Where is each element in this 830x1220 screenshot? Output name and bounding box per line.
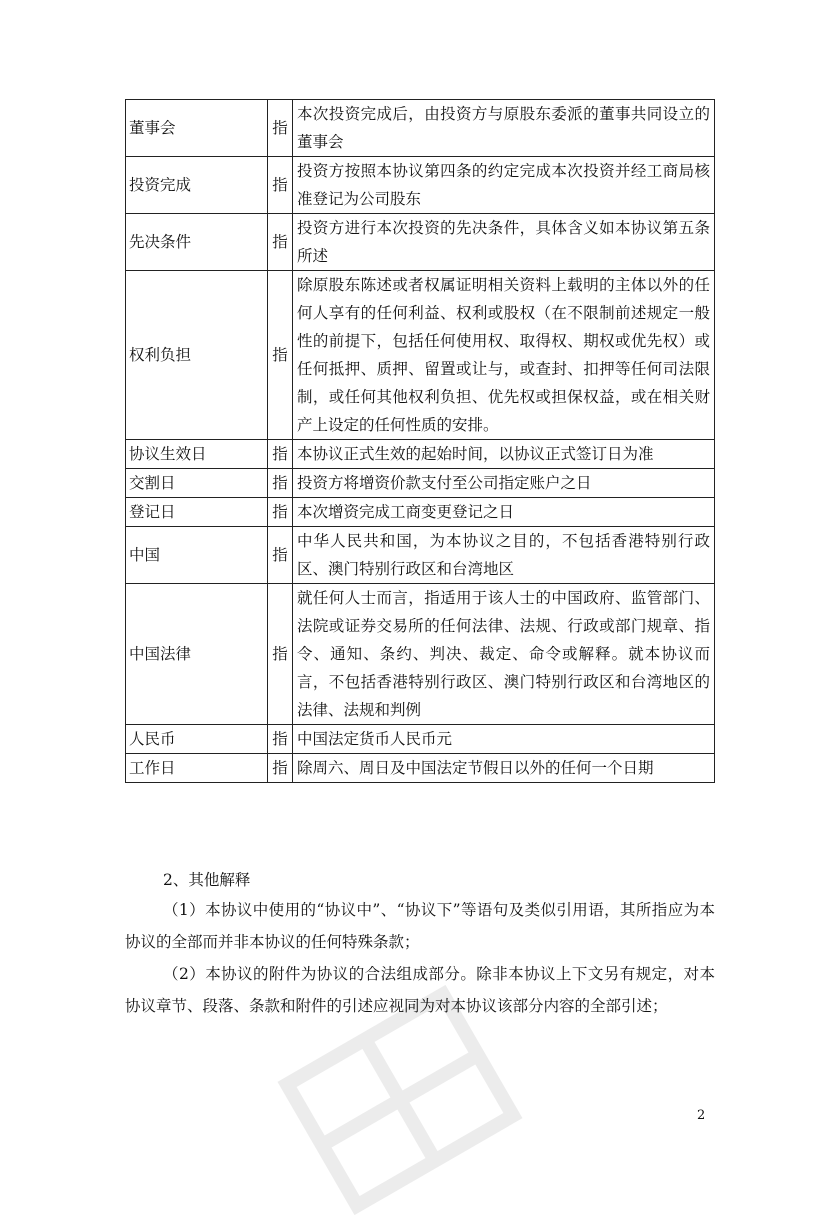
zhi-cell: 指 xyxy=(268,157,293,214)
zhi-cell: 指 xyxy=(268,214,293,271)
term-cell: 登记日 xyxy=(126,498,268,527)
zhi-cell: 指 xyxy=(268,584,293,725)
zhi-cell: 指 xyxy=(268,469,293,498)
table-row xyxy=(126,157,715,214)
table-row xyxy=(126,725,715,754)
term-cell: 董事会 xyxy=(126,100,268,157)
definition-cell: 投资方将增资价款支付至公司指定账户之日 xyxy=(293,469,715,498)
definition-cell: 投资方按照本协议第四条的约定完成本次投资并经工商局核准登记为公司股东 xyxy=(293,157,715,214)
table-row xyxy=(126,100,715,157)
term-cell: 协议生效日 xyxy=(126,440,268,469)
definition-cell: 除原股东陈述或者权属证明相关资料上载明的主体以外的任何人享有的任何利益、权利或股权（在不限制前述规定一般性的前提下，包括任何使用权、取得权、期权或优先权）或任何抵押、质押、留置或让与，或查封、扣押等任何司法限制，或任何其他权利负担、优先权或担保权益，或在相关财产上设定的任何性质的安排。 xyxy=(293,271,715,440)
table-row xyxy=(126,584,715,725)
table-row xyxy=(126,271,715,440)
definition-cell: 中国法定货币人民币元 xyxy=(293,725,715,754)
zhi-cell: 指 xyxy=(268,527,293,584)
term-cell: 中国法律 xyxy=(126,584,268,725)
definition-cell: 投资方进行本次投资的先决条件，具体含义如本协议第五条所述 xyxy=(293,214,715,271)
definition-cell: 除周六、周日及中国法定节假日以外的任何一个日期 xyxy=(293,754,715,783)
table-row xyxy=(126,440,715,469)
zhi-cell: 指 xyxy=(268,100,293,157)
zhi-cell: 指 xyxy=(268,498,293,527)
table-row xyxy=(126,754,715,783)
zhi-cell: 指 xyxy=(268,754,293,783)
term-cell: 中国 xyxy=(126,527,268,584)
term-cell: 人民币 xyxy=(126,725,268,754)
zhi-cell: 指 xyxy=(268,725,293,754)
paragraph-2: （2）本协议的附件为协议的合法组成部分。除非本协议上下文另有规定，对本协议章节、段落、条款和附件的引述应视同为对本协议该部分内容的全部引述； xyxy=(125,965,715,1015)
term-cell: 工作日 xyxy=(126,754,268,783)
table-row xyxy=(126,469,715,498)
definition-cell: 中华人民共和国，为本协议之目的，不包括香港特别行政区、澳门特别行政区和台湾地区 xyxy=(293,527,715,584)
term-cell: 投资完成 xyxy=(126,157,268,214)
definition-cell: 本协议正式生效的起始时间，以协议正式签订日为准 xyxy=(293,440,715,469)
definition-cell: 本次增资完成工商变更登记之日 xyxy=(293,498,715,527)
term-cell: 交割日 xyxy=(126,469,268,498)
table-row xyxy=(126,527,715,584)
table-row xyxy=(126,214,715,271)
paragraph-1: （1）本协议中使用的“协议中”、“协议下”等语句及类似引用语，其所指应为本协议的全部而并非本协议的任何特殊条款； xyxy=(125,901,715,951)
term-cell: 权利负担 xyxy=(126,271,268,440)
term-cell: 先决条件 xyxy=(126,214,268,271)
page-number: 2 xyxy=(697,1108,706,1123)
definitions-table xyxy=(125,99,715,783)
zhi-cell: 指 xyxy=(268,271,293,440)
section-heading: 2、其他解释 xyxy=(163,871,251,889)
table-row xyxy=(126,498,715,527)
definition-cell: 本次投资完成后，由投资方与原股东委派的董事共同设立的董事会 xyxy=(293,100,715,157)
zhi-cell: 指 xyxy=(268,440,293,469)
definition-cell: 就任何人士而言，指适用于该人士的中国政府、监管部门、法院或证券交易所的任何法律、法规、行政或部门规章、指令、通知、条约、判决、裁定、命令或解释。就本协议而言，不包括香港特别行政区、澳门特别行政区和台湾地区的法律、法规和判例 xyxy=(293,584,715,725)
